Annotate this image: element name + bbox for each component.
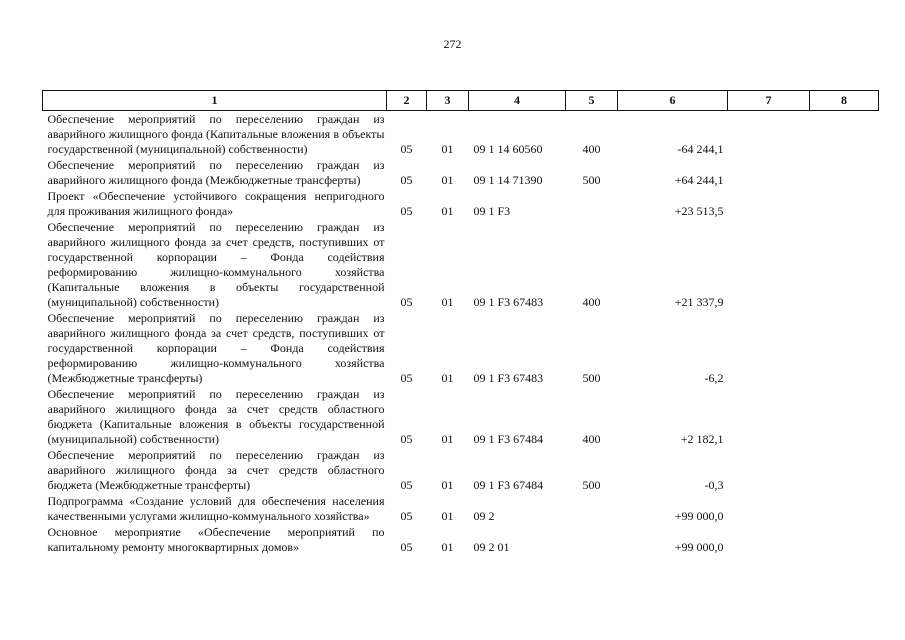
- empty-cell: [810, 157, 879, 188]
- table-row: [43, 386, 879, 447]
- section-code: 05: [400, 295, 413, 309]
- empty-cell: [728, 310, 810, 386]
- header-row: [43, 91, 879, 111]
- amount-change: -6,2: [704, 371, 724, 385]
- subsection-code: 01: [441, 173, 454, 187]
- target-article-code: 09 1 F3 67484: [473, 432, 544, 446]
- section-code: 05: [400, 478, 413, 492]
- row-name: Проект «Обеспечение устойчивого сокращения непригодного для проживания жилищного фонда»: [47, 189, 385, 218]
- column-header: 5: [566, 91, 618, 111]
- empty-cell: [810, 524, 879, 555]
- empty-cell: [810, 493, 879, 524]
- empty-cell: [728, 157, 810, 188]
- section-code: 05: [400, 371, 413, 385]
- section-code: 05: [400, 540, 413, 554]
- row-name: Обеспечение мероприятий по переселению граждан из аварийного жилищного фонда (Межбюджетные трансферты): [47, 158, 385, 187]
- page-number: 272: [443, 37, 462, 51]
- expense-type-code: [566, 188, 618, 219]
- table-row: [43, 157, 879, 188]
- empty-cell: [728, 493, 810, 524]
- column-header: 8: [810, 91, 879, 111]
- expense-type-code: [566, 493, 618, 524]
- expense-type-code: 500: [582, 478, 601, 492]
- expense-type-code: 500: [582, 371, 601, 385]
- row-name: Обеспечение мероприятий по переселению граждан из аварийного жилищного фонда за счет средств, поступивших от государственной корпорации – Фонда содействия реформированию жилищно-коммунального хозяйства (Межбюджетные трансферты): [47, 311, 385, 385]
- target-article-code: 09 1 14 71390: [473, 173, 543, 187]
- section-code: 05: [400, 204, 413, 218]
- subsection-code: 01: [441, 478, 454, 492]
- table-row: [43, 493, 879, 524]
- section-code: 05: [400, 509, 413, 523]
- column-header: 1: [43, 91, 387, 111]
- expense-type-code: 500: [582, 173, 601, 187]
- expense-type-code: 400: [582, 142, 601, 156]
- table-row: [43, 188, 879, 219]
- amount-change: -0,3: [704, 478, 724, 492]
- empty-cell: [810, 219, 879, 310]
- row-name: Обеспечение мероприятий по переселению граждан из аварийного жилищного фонда за счет средств областного бюджета (Межбюджетные трансферты): [47, 448, 385, 492]
- target-article-code: 09 1 14 60560: [473, 142, 543, 156]
- table-row: [43, 524, 879, 555]
- table-row: [43, 310, 879, 386]
- section-code: 05: [400, 432, 413, 446]
- subsection-code: 01: [441, 295, 454, 309]
- target-article-code: 09 1 F3 67484: [473, 478, 544, 492]
- subsection-code: 01: [441, 204, 454, 218]
- target-article-code: 09 1 F3: [473, 204, 511, 218]
- empty-cell: [728, 447, 810, 493]
- column-header: 6: [618, 91, 728, 111]
- amount-change: +99 000,0: [674, 509, 724, 523]
- table-row: [43, 219, 879, 310]
- row-name: Подпрограмма «Создание условий для обеспечения населения качественными услугами жилищно-коммунального хозяйства»: [47, 494, 385, 523]
- empty-cell: [810, 188, 879, 219]
- table-row: [43, 111, 879, 158]
- empty-cell: [728, 386, 810, 447]
- target-article-code: 09 2 01: [473, 540, 510, 554]
- amount-change: +23 513,5: [674, 204, 724, 218]
- expense-type-code: [566, 524, 618, 555]
- empty-cell: [810, 386, 879, 447]
- column-header: 3: [427, 91, 469, 111]
- subsection-code: 01: [441, 540, 454, 554]
- row-name: Основное мероприятие «Обеспечение мероприятий по капитальному ремонту многоквартирных домов»: [47, 525, 385, 554]
- column-header: 2: [387, 91, 427, 111]
- table-body: [43, 111, 879, 556]
- section-code: 05: [400, 142, 413, 156]
- row-name: Обеспечение мероприятий по переселению граждан из аварийного жилищного фонда за счет средств областного бюджета (Капитальные вложения в объекты государственной (муниципальной) собственности): [47, 387, 385, 446]
- target-article-code: 09 2: [473, 509, 495, 523]
- subsection-code: 01: [441, 142, 454, 156]
- row-name: Обеспечение мероприятий по переселению граждан из аварийного жилищного фонда (Капитальные вложения в объекты государственной (муниципальной) собственности): [47, 112, 385, 156]
- table-row: [43, 447, 879, 493]
- empty-cell: [810, 447, 879, 493]
- amount-change: +99 000,0: [674, 540, 724, 554]
- budget-table: [42, 90, 879, 555]
- target-article-code: 09 1 F3 67483: [473, 371, 544, 385]
- amount-change: +21 337,9: [674, 295, 724, 309]
- empty-cell: [810, 310, 879, 386]
- amount-change: +64 244,1: [674, 173, 724, 187]
- subsection-code: 01: [441, 509, 454, 523]
- empty-cell: [728, 188, 810, 219]
- column-header: 7: [728, 91, 810, 111]
- amount-change: +2 182,1: [680, 432, 724, 446]
- empty-cell: [728, 524, 810, 555]
- row-name: Обеспечение мероприятий по переселению граждан из аварийного жилищного фонда за счет средств, поступивших от государственной корпорации – Фонда содействия реформированию жилищно-коммунального хозяйства (Капитальные вложения в объекты государственной (муниципальной) собственности): [47, 220, 385, 309]
- amount-change: -64 244,1: [677, 142, 724, 156]
- column-header: 4: [469, 91, 566, 111]
- section-code: 05: [400, 173, 413, 187]
- target-article-code: 09 1 F3 67483: [473, 295, 544, 309]
- expense-type-code: 400: [582, 295, 601, 309]
- empty-cell: [810, 111, 879, 158]
- subsection-code: 01: [441, 432, 454, 446]
- expense-type-code: 400: [582, 432, 601, 446]
- empty-cell: [728, 111, 810, 158]
- subsection-code: 01: [441, 371, 454, 385]
- empty-cell: [728, 219, 810, 310]
